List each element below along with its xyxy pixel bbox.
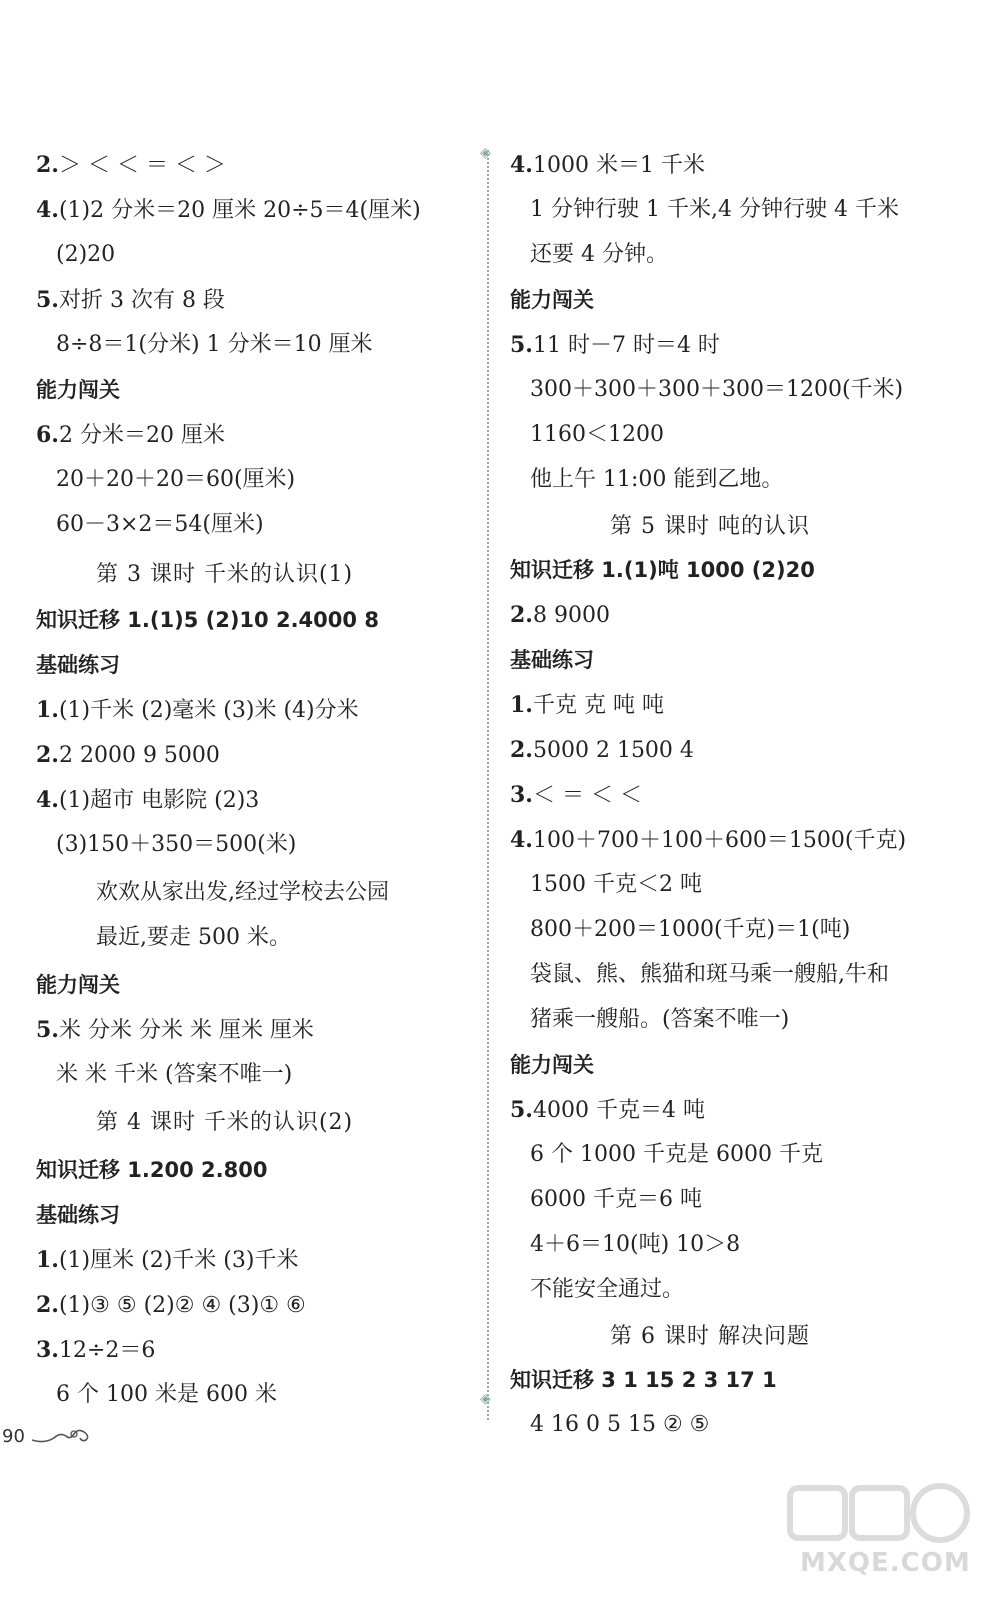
line-text: 4＋6＝10(吨) 10＞8 bbox=[530, 1232, 741, 1257]
line-text: 第 5 课时 吨的认识 bbox=[610, 514, 810, 539]
line-text: 袋鼠、熊、熊猫和斑马乘一艘船,牛和 bbox=[530, 962, 889, 987]
item-number: 4. bbox=[510, 152, 533, 178]
item-number: 5. bbox=[36, 287, 59, 313]
line-text: 6 个 100 米是 600 米 bbox=[56, 1382, 277, 1407]
answer-line bbox=[36, 195, 421, 226]
section-heading bbox=[510, 555, 815, 585]
item-number: 2. bbox=[510, 602, 533, 628]
line-text: 还要 4 分钟。 bbox=[530, 242, 668, 267]
line-text: 基础练习 bbox=[36, 653, 120, 677]
line-text: (2)20 bbox=[56, 242, 116, 267]
answer-line bbox=[510, 780, 642, 811]
answer-line bbox=[36, 740, 220, 771]
line-text: 基础练习 bbox=[36, 1203, 120, 1227]
answer-line bbox=[56, 1060, 292, 1090]
answer-line bbox=[510, 825, 906, 856]
item-number: 4. bbox=[36, 787, 59, 813]
line-text: 2 2000 9 5000 bbox=[58, 743, 220, 768]
item-number: 6. bbox=[36, 422, 59, 448]
line-text: 千克 克 吨 吨 bbox=[532, 693, 664, 718]
line-text: 第 3 课时 千米的认识(1) bbox=[96, 562, 354, 587]
section-heading bbox=[36, 1155, 267, 1185]
line-text: 知识迁移 1.(1)5 (2)10 2.4000 8 bbox=[36, 608, 379, 632]
item-number: 5. bbox=[510, 1097, 533, 1123]
item-number: 1. bbox=[36, 697, 59, 723]
item-number: 3. bbox=[36, 1337, 59, 1363]
item-number: 2. bbox=[36, 742, 59, 768]
watermark-url: MXQE.COM bbox=[800, 1548, 971, 1578]
answer-line bbox=[56, 330, 373, 360]
line-text: 第 6 课时 解决问题 bbox=[610, 1324, 810, 1349]
line-text: 800＋200＝1000(千克)＝1(吨) bbox=[530, 917, 851, 942]
answer-line bbox=[530, 420, 664, 450]
section-heading bbox=[36, 970, 120, 1000]
item-number: 2. bbox=[36, 1292, 59, 1318]
section-heading bbox=[510, 1365, 777, 1395]
line-text: (1)厘米 (2)千米 (3)千米 bbox=[58, 1248, 299, 1273]
section-heading bbox=[36, 375, 120, 405]
answer-line bbox=[36, 1290, 306, 1321]
line-text: 11 时－7 时＝4 时 bbox=[532, 333, 720, 358]
line-text: (1)千米 (2)毫米 (3)米 (4)分米 bbox=[58, 698, 359, 723]
line-text: 300＋300＋300＋300＝1200(千米) bbox=[530, 377, 904, 402]
answer-line bbox=[510, 1095, 705, 1126]
line-text: ＞ ＜ ＜ ＝ ＜ ＞ bbox=[58, 153, 226, 178]
divider-ornament-top: ◈ bbox=[480, 145, 491, 161]
answer-line bbox=[56, 830, 296, 860]
cloud-swirl-ornament bbox=[30, 1424, 94, 1446]
lesson-title bbox=[610, 1322, 810, 1352]
answer-line bbox=[36, 150, 226, 181]
divider-ornament-bottom: ◈ bbox=[480, 1391, 491, 1407]
answer-line bbox=[36, 285, 225, 316]
line-text: 1 分钟行驶 1 千米,4 分钟行驶 4 千米 bbox=[530, 197, 899, 222]
section-heading bbox=[36, 650, 120, 680]
answer-line bbox=[530, 960, 889, 990]
line-text: (1)2 分米＝20 厘米 20÷5＝4(厘米) bbox=[58, 198, 421, 223]
line-text: 最近,要走 500 米。 bbox=[96, 925, 291, 950]
answer-line bbox=[530, 195, 899, 225]
line-text: 6 个 1000 千克是 6000 千克 bbox=[530, 1142, 823, 1167]
item-number: 5. bbox=[36, 1017, 59, 1043]
line-text: 能力闯关 bbox=[510, 1053, 594, 1077]
answer-line bbox=[36, 1015, 314, 1046]
item-number: 2. bbox=[36, 152, 59, 178]
item-number: 2. bbox=[510, 737, 533, 763]
item-number: 4. bbox=[36, 197, 59, 223]
line-text: 知识迁移 1.200 2.800 bbox=[36, 1158, 268, 1182]
item-number: 1. bbox=[36, 1247, 59, 1273]
line-text: 基础练习 bbox=[510, 648, 594, 672]
line-text: 20＋20＋20＝60(厘米) bbox=[56, 467, 296, 492]
line-text: 60－3×2＝54(厘米) bbox=[56, 512, 264, 537]
answer-line bbox=[530, 915, 850, 945]
line-text: (1)③ ⑤ (2)② ④ (3)① ⑥ bbox=[58, 1293, 306, 1318]
answer-line bbox=[510, 330, 720, 361]
section-heading bbox=[36, 1200, 120, 1230]
page-number: 90 bbox=[2, 1426, 25, 1447]
line-text: 他上午 11:00 能到乙地。 bbox=[530, 467, 784, 492]
line-text: (3)150＋350＝500(米) bbox=[56, 832, 297, 857]
line-text: 1160＜1200 bbox=[530, 422, 664, 447]
answer-line bbox=[56, 465, 295, 495]
line-text: 知识迁移 3 1 15 2 3 17 1 bbox=[510, 1368, 777, 1392]
answer-line bbox=[530, 240, 668, 270]
answer-line bbox=[36, 695, 359, 726]
line-text: 2 分米＝20 厘米 bbox=[58, 423, 225, 448]
answer-line bbox=[530, 375, 903, 405]
answer-line bbox=[510, 735, 694, 766]
answer-line bbox=[56, 240, 115, 270]
line-text: 8÷8＝1(分米) 1 分米＝10 厘米 bbox=[56, 332, 373, 357]
line-text: (1)超市 电影院 (2)3 bbox=[58, 788, 260, 813]
line-text: 4 16 0 5 15 ② ⑤ bbox=[530, 1412, 710, 1437]
answer-line bbox=[96, 923, 291, 953]
answer-line bbox=[530, 1185, 702, 1215]
line-text: ＜ ＝ ＜ ＜ bbox=[532, 783, 642, 808]
item-number: 1. bbox=[510, 692, 533, 718]
answer-line bbox=[530, 1140, 823, 1170]
line-text: 100＋700＋100＋600＝1500(千克) bbox=[532, 828, 907, 853]
section-heading bbox=[36, 605, 379, 635]
line-text: 12÷2＝6 bbox=[58, 1338, 156, 1363]
lesson-title bbox=[96, 1108, 353, 1138]
answer-line bbox=[510, 150, 705, 181]
answer-line bbox=[530, 1410, 709, 1440]
answer-line bbox=[36, 785, 259, 816]
line-text: 第 4 课时 千米的认识(2) bbox=[96, 1110, 354, 1135]
answer-line bbox=[56, 1380, 277, 1410]
line-text: 6000 千克＝6 吨 bbox=[530, 1187, 702, 1212]
answer-line bbox=[96, 878, 389, 908]
answer-line bbox=[530, 1275, 684, 1305]
line-text: 米 米 千米 (答案不唯一) bbox=[56, 1062, 293, 1087]
line-text: 米 分米 分米 米 厘米 厘米 bbox=[58, 1018, 314, 1043]
column-divider bbox=[487, 150, 489, 1420]
line-text: 能力闯关 bbox=[510, 288, 594, 312]
line-text: 对折 3 次有 8 段 bbox=[58, 288, 225, 313]
section-heading bbox=[510, 645, 594, 675]
line-text: 猪乘一艘船。(答案不唯一) bbox=[530, 1007, 790, 1032]
answer-line bbox=[510, 690, 664, 721]
item-number: 5. bbox=[510, 332, 533, 358]
answer-line bbox=[530, 870, 702, 900]
line-text: 能力闯关 bbox=[36, 378, 120, 402]
section-heading bbox=[510, 285, 594, 315]
line-text: 8 9000 bbox=[532, 603, 610, 628]
line-text: 1000 米＝1 千米 bbox=[532, 153, 705, 178]
line-text: 1500 千克＜2 吨 bbox=[530, 872, 702, 897]
lesson-title bbox=[96, 560, 353, 590]
line-text: 5000 2 1500 4 bbox=[532, 738, 694, 763]
answer-line bbox=[56, 510, 264, 540]
answer-line bbox=[510, 600, 610, 631]
item-number: 3. bbox=[510, 782, 533, 808]
item-number: 4. bbox=[510, 827, 533, 853]
line-text: 能力闯关 bbox=[36, 973, 120, 997]
section-heading bbox=[510, 1050, 594, 1080]
answer-line bbox=[36, 420, 225, 451]
line-text: 不能安全通过。 bbox=[530, 1277, 685, 1302]
lesson-title bbox=[610, 512, 810, 542]
answer-line bbox=[36, 1245, 298, 1276]
line-text: 知识迁移 1.(1)吨 1000 (2)20 bbox=[510, 558, 815, 582]
answer-line bbox=[530, 1230, 740, 1260]
line-text: 4000 千克＝4 吨 bbox=[532, 1098, 705, 1123]
answer-line bbox=[36, 1335, 155, 1366]
answer-line bbox=[530, 1005, 789, 1035]
answer-line bbox=[530, 465, 783, 495]
line-text: 欢欢从家出发,经过学校去公园 bbox=[96, 880, 389, 905]
